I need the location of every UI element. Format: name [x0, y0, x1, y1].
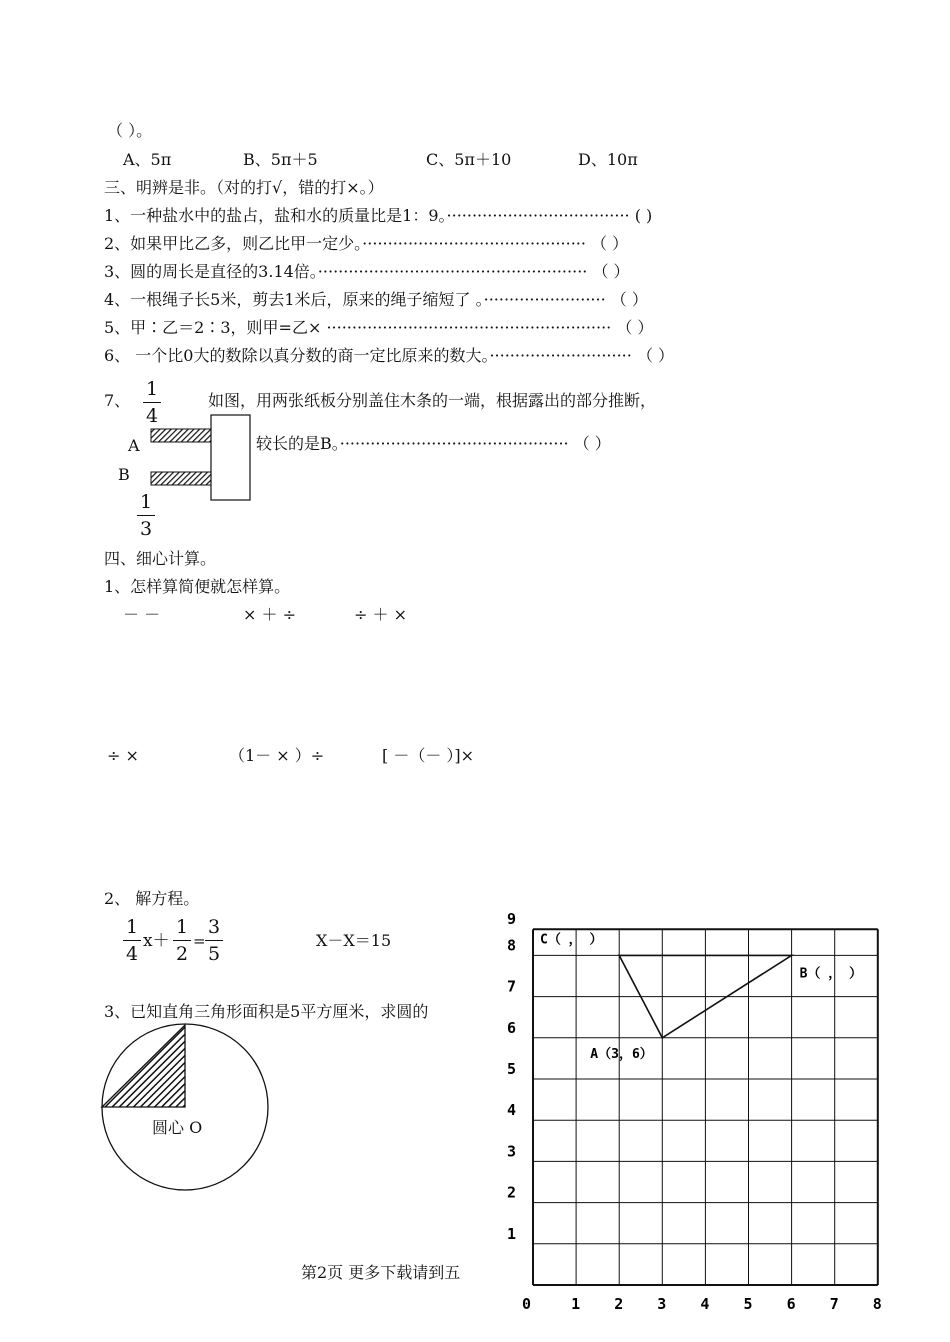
denominator: 5 — [207, 943, 221, 965]
x-tick-label: 0 — [522, 1295, 532, 1313]
x-tick-label: 2 — [614, 1295, 624, 1313]
fraction-bar — [123, 940, 141, 941]
judge-q6: 6、 一个比0大的数除以真分数的商一定比原来的数大。···························· （ ） — [104, 346, 675, 365]
y-tick-label: 1 — [507, 1224, 517, 1243]
calc-expr-5: （1－ × ）÷ — [229, 746, 325, 765]
judge-q7-text-2: 较长的是B。············································· （ ） — [256, 434, 611, 453]
point-b-label: B（ ， ） — [799, 966, 863, 982]
circle-center-label: 圆心 O — [152, 1118, 203, 1137]
calc-subtitle: 1、怎样算简便就怎样算。 — [104, 577, 291, 596]
x-tick-label: 7 — [829, 1295, 839, 1313]
y-tick-label: 4 — [507, 1101, 517, 1120]
x-tick-label: 4 — [700, 1295, 710, 1313]
strip-b-label: B — [118, 465, 130, 484]
section3-title: 三、明辨是非。（对的打√，错的打×。） — [104, 178, 384, 197]
cover-board — [211, 415, 250, 500]
page-footer: 第2页 更多下载请到五 — [301, 1263, 461, 1282]
strip-a — [151, 429, 211, 442]
fraction-bar — [173, 940, 191, 941]
equation-subtitle: 2、 解方程。 — [104, 889, 200, 908]
strip-b — [151, 472, 211, 485]
numerator: 1 — [145, 378, 159, 400]
y-tick-label: 2 — [507, 1183, 517, 1202]
y-tick-label: 9 — [507, 910, 517, 929]
y-tick-label: 6 — [507, 1018, 517, 1037]
equation-2: X－X＝15 — [316, 931, 392, 950]
calc-expr-2: × ＋ ÷ — [243, 605, 296, 624]
circle-figure — [90, 1015, 280, 1200]
eq1-fraction-2 — [173, 916, 191, 965]
option-a: A、5π — [123, 150, 172, 169]
eq1-fraction-3 — [205, 916, 223, 965]
point-a-label: A（3，6） — [590, 1046, 653, 1062]
judge-q5: 5、甲∶乙＝2∶3，则甲=乙× ························································ （ ） — [104, 318, 654, 337]
x-tick-label: 5 — [743, 1295, 753, 1313]
point-c-label: C（ ， ） — [540, 932, 603, 948]
fraction-bar — [137, 515, 155, 516]
circle-question: 3、已知直角三角形面积是5平方厘米，求圆的 — [104, 1002, 429, 1021]
judge-q3: 3、圆的周长是直径的3.14倍。····················································· （ ） — [104, 262, 630, 281]
option-b: B、5π＋5 — [243, 150, 318, 169]
q7-fraction-bottom — [137, 491, 155, 540]
x-tick-label: 3 — [657, 1295, 667, 1313]
x-tick-label: 1 — [571, 1295, 581, 1313]
calc-expr-1: － － — [123, 605, 161, 624]
judge-q7-number: 7、 — [104, 391, 131, 410]
x-tick-label: 6 — [786, 1295, 796, 1313]
x-tick-label: 8 — [872, 1295, 882, 1313]
calc-expr-4: ÷ × — [107, 746, 139, 765]
section4-title: 四、细心计算。 — [104, 549, 217, 568]
denominator: 2 — [175, 943, 189, 965]
eq1-x-plus: x＋ — [143, 931, 170, 951]
y-tick-label: 8 — [507, 936, 517, 955]
numerator: 3 — [207, 916, 221, 938]
fraction-bar — [205, 940, 223, 941]
numerator: 1 — [139, 491, 153, 513]
strip-a-label: A — [128, 436, 140, 455]
numerator: 1 — [175, 916, 189, 938]
denominator: 3 — [139, 518, 153, 540]
denominator: 4 — [145, 405, 159, 427]
option-c: C、5π＋10 — [426, 150, 512, 169]
judge-q7-text-1: 如图，用两张纸板分别盖住木条的一端，根据露出的部分推断， — [208, 391, 657, 410]
judge-q1: 1、一种盐水中的盐占，盐和水的质量比是1：9。···································· ( ) — [104, 206, 653, 225]
eq1-equals: = — [193, 932, 206, 950]
wood-strip-figure — [0, 0, 300, 560]
calc-expr-3: ÷ ＋ × — [354, 605, 407, 624]
coordinate-grid — [490, 900, 900, 1325]
numerator: 1 — [125, 916, 139, 938]
eq1-fraction-1 — [123, 916, 141, 965]
denominator: 4 — [125, 943, 139, 965]
y-tick-label: 5 — [507, 1060, 517, 1078]
calc-expr-6: [ －（－ ）]× — [382, 746, 475, 765]
y-tick-label: 7 — [507, 977, 517, 996]
y-tick-label: 3 — [507, 1142, 517, 1161]
answer-bracket: （ ）。 — [107, 121, 153, 140]
option-d: D、10π — [578, 150, 638, 169]
judge-q2: 2、如果甲比乙多，则乙比甲一定少。············································ （ ） — [104, 234, 629, 253]
judge-q4: 4、一根绳子长5米，剪去1米后，原来的绳子缩短了 。························ （ ） — [104, 290, 648, 309]
